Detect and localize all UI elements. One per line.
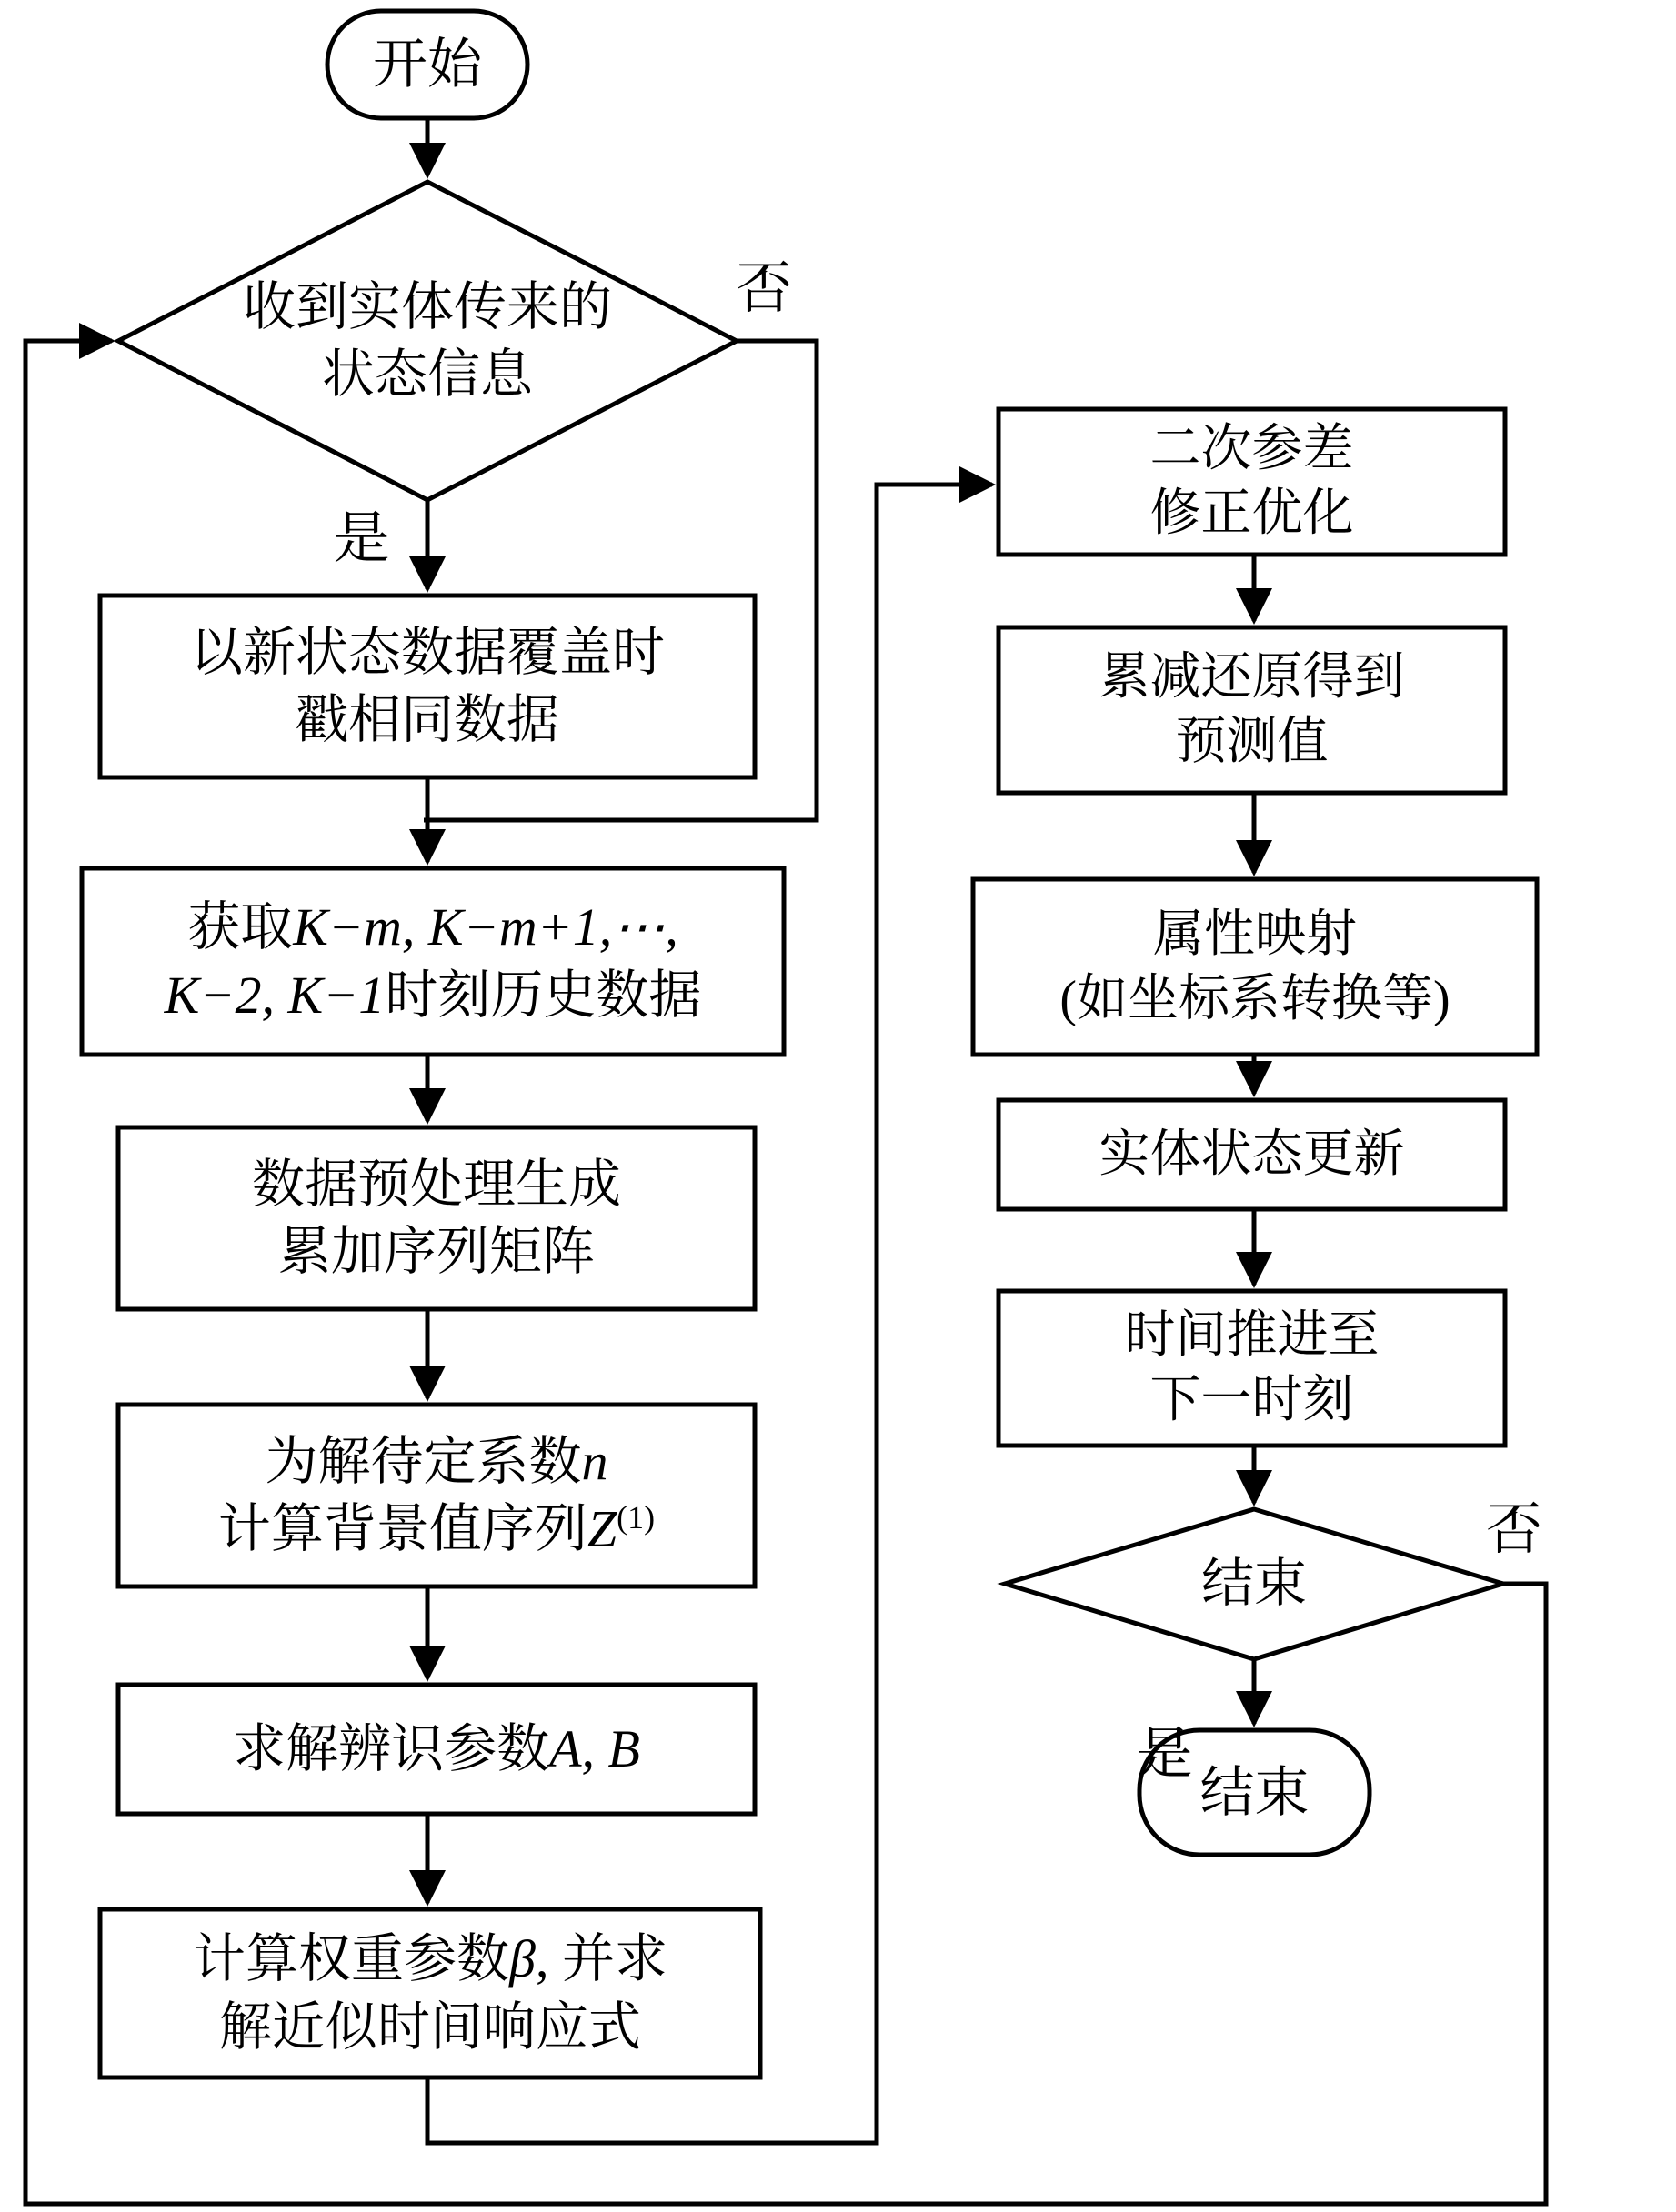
weight-param-process-label bbox=[100, 1909, 760, 2077]
overwrite-data-process-label bbox=[100, 596, 755, 777]
d1-line2: 状态信息 bbox=[321, 345, 533, 404]
identify-params-process-label bbox=[118, 1685, 755, 1814]
no-label-1: 否 bbox=[735, 257, 792, 320]
b3-line2: 累加序列矩阵 bbox=[277, 1222, 595, 1281]
r3-line1: 属性映射 bbox=[1153, 906, 1357, 963]
yes-label-1: 是 bbox=[333, 508, 390, 570]
r2-line2: 预测值 bbox=[1175, 714, 1329, 770]
b4-line2: 计算背景值序列$Z^{(1)}$ bbox=[217, 1499, 656, 1558]
b2-line1: 获取K−m, K−m+1,⋯, bbox=[187, 897, 678, 957]
r4-line1: 实体状态更新 bbox=[1099, 1126, 1405, 1183]
r1-line1: 二次参差 bbox=[1149, 421, 1354, 478]
end-terminator-label bbox=[1139, 1730, 1370, 1855]
b1-line2: 戳相同数据 bbox=[295, 690, 559, 749]
attribute-mapping-process-label bbox=[973, 879, 1537, 1055]
r3-line2: (如坐标系转换等) bbox=[1059, 970, 1450, 1027]
receive-state-decision-label bbox=[136, 209, 718, 473]
b5-line1: 求解辨识参数A, B bbox=[233, 1718, 640, 1778]
r5-line1: 时间推进至 bbox=[1124, 1307, 1380, 1365]
b2-line2: K−2, K−1时刻历史数据 bbox=[164, 965, 702, 1025]
b1-line1: 以新状态数据覆盖时 bbox=[189, 622, 665, 682]
entity-update-process-label bbox=[999, 1100, 1505, 1209]
start-text: 开始 bbox=[373, 35, 482, 95]
time-advance-process-label bbox=[999, 1291, 1505, 1446]
fetch-history-process-label bbox=[82, 868, 784, 1055]
d1-line1: 收到实体传来的 bbox=[242, 276, 612, 336]
background-value-process-label bbox=[118, 1405, 755, 1586]
yes-label-2: 是 bbox=[1136, 1724, 1193, 1786]
r2-line1: 累减还原得到 bbox=[1099, 649, 1405, 706]
r5-line2: 下一时刻 bbox=[1149, 1372, 1354, 1428]
no-label-2: 否 bbox=[1485, 1498, 1542, 1561]
preprocess-process-label bbox=[118, 1127, 755, 1309]
d2-text: 结束 bbox=[1200, 1554, 1307, 1614]
b6-line2: 解近似时间响应式 bbox=[218, 1997, 641, 2057]
restore-prediction-process-label bbox=[999, 627, 1505, 793]
b4-line1: 为解待定系数n bbox=[265, 1431, 608, 1491]
b3-line1: 数据预处理生成 bbox=[251, 1154, 621, 1214]
r1-line2: 修正优化 bbox=[1149, 485, 1354, 542]
end-decision-label bbox=[1005, 1509, 1503, 1659]
secondary-correction-process-label bbox=[999, 409, 1505, 555]
end-text: 结束 bbox=[1199, 1762, 1310, 1823]
start-terminator-label bbox=[327, 11, 527, 118]
b6-line1: 计算权重参数β, 并求 bbox=[193, 1929, 667, 1989]
